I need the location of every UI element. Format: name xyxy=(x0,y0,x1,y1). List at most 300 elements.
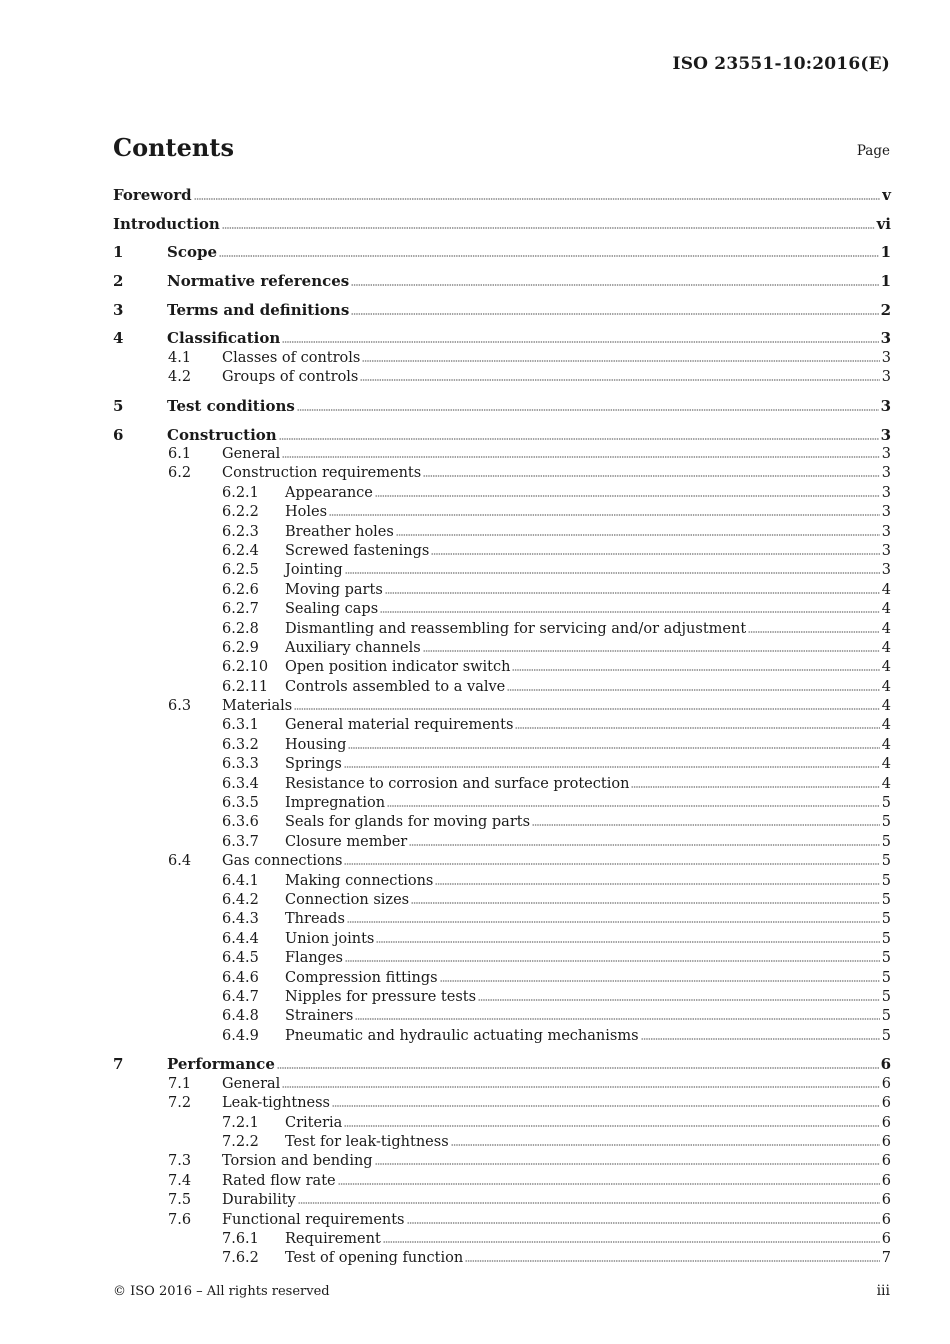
dot-leader xyxy=(362,350,879,362)
toc-entry-title: Impregnation xyxy=(285,795,386,812)
toc-entry-line xyxy=(113,186,891,205)
toc-entry-line xyxy=(285,1007,891,1026)
toc-entry-title: Durability xyxy=(222,1192,296,1209)
toc-entry-line xyxy=(222,1094,891,1113)
toc-entry-line xyxy=(285,910,891,929)
dot-leader xyxy=(385,582,880,594)
toc-entry-title: Resistance to corrosion and surface protection xyxy=(285,775,630,792)
toc-entry-title: Requirement xyxy=(285,1230,381,1247)
toc-entry[interactable] xyxy=(113,1211,891,1230)
toc-entry-page: 4 xyxy=(881,620,891,637)
toc-entry-page: 1 xyxy=(880,272,891,291)
table-of-contents xyxy=(113,186,891,1269)
toc-entry[interactable] xyxy=(113,658,891,677)
toc-entry-page: 3 xyxy=(880,329,891,348)
toc-entry-line xyxy=(285,949,891,968)
toc-entry-page: 3 xyxy=(881,523,891,540)
toc-entry[interactable] xyxy=(113,813,891,832)
dot-leader xyxy=(411,892,880,904)
dot-leader xyxy=(380,601,880,613)
dot-leader xyxy=(515,717,879,729)
dot-leader xyxy=(282,331,878,343)
toc-entry-page: 4 xyxy=(881,698,891,715)
toc-entry-title: Classes of controls xyxy=(222,349,361,366)
toc-entry-page: 4 xyxy=(881,717,891,734)
toc-entry[interactable] xyxy=(113,243,891,262)
toc-entry-number: 6.2.6 xyxy=(222,581,259,598)
dot-leader xyxy=(431,543,879,555)
toc-entry-number: 2 xyxy=(113,272,124,291)
dot-leader xyxy=(396,524,880,536)
toc-entry-number: 4 xyxy=(113,329,124,348)
toc-entry-line xyxy=(285,813,891,832)
toc-entry-line xyxy=(285,678,891,697)
dot-leader xyxy=(332,1095,880,1107)
dot-leader xyxy=(435,873,879,885)
toc-entry[interactable] xyxy=(113,910,891,929)
toc-entry-page: 5 xyxy=(881,930,891,947)
toc-entry-line xyxy=(285,1230,891,1249)
toc-entry-line xyxy=(285,736,891,755)
toc-entry[interactable] xyxy=(113,349,891,368)
toc-entry-line xyxy=(285,969,891,988)
toc-entry-line xyxy=(285,891,891,910)
toc-entry-line xyxy=(285,484,891,503)
toc-entry-page: 2 xyxy=(880,300,891,319)
toc-entry-line xyxy=(222,1075,891,1094)
toc-entry-title: General xyxy=(222,445,281,462)
toc-entry-title: Foreword xyxy=(113,186,192,204)
toc-entry-number: 6.2.2 xyxy=(222,504,259,521)
toc-entry-number: 6.4.3 xyxy=(222,911,259,928)
toc-entry-number: 7.6.2 xyxy=(222,1250,259,1267)
dot-leader xyxy=(387,795,880,807)
toc-entry-number: 6.4.1 xyxy=(222,872,259,889)
toc-entry-line xyxy=(285,1133,891,1152)
toc-entry-page: 5 xyxy=(881,853,891,870)
toc-entry-line xyxy=(222,852,891,871)
dot-leader xyxy=(423,640,880,652)
toc-entry-page: 5 xyxy=(881,1027,891,1044)
toc-entry[interactable] xyxy=(113,426,891,445)
toc-entry-page: vi xyxy=(876,214,891,233)
dot-leader xyxy=(383,1231,880,1243)
toc-entry-number: 6.3.6 xyxy=(222,814,259,831)
toc-entry-line xyxy=(285,794,891,813)
toc-entry-title: Housing xyxy=(285,736,347,753)
toc-entry-title: Screwed fastenings xyxy=(285,542,430,559)
toc-entry[interactable] xyxy=(113,523,891,542)
toc-entry[interactable] xyxy=(113,329,891,348)
dot-leader xyxy=(407,1212,880,1224)
toc-entry-line xyxy=(285,658,891,677)
toc-entry[interactable] xyxy=(113,852,891,871)
dot-leader xyxy=(282,446,879,458)
toc-entry[interactable] xyxy=(113,561,891,580)
toc-entry-number: 4.2 xyxy=(168,369,192,386)
toc-entry-line xyxy=(222,1211,891,1230)
toc-entry-line xyxy=(222,1152,891,1171)
toc-entry-line xyxy=(285,561,891,580)
toc-entry-number: 6.4.4 xyxy=(222,930,259,947)
dot-leader xyxy=(532,814,880,826)
toc-entry-page: 3 xyxy=(881,445,891,462)
dot-leader xyxy=(478,989,880,1001)
toc-entry[interactable] xyxy=(113,1230,891,1249)
toc-entry-number: 1 xyxy=(113,243,124,262)
toc-entry-title: Springs xyxy=(285,756,342,773)
toc-entry-number: 7 xyxy=(113,1055,124,1074)
toc-entry[interactable] xyxy=(113,736,891,755)
toc-entry-page: 6 xyxy=(881,1095,891,1112)
toc-entry-line xyxy=(113,215,891,234)
toc-entry-title: Appearance xyxy=(285,484,373,501)
toc-entry[interactable] xyxy=(113,397,891,416)
toc-entry-number: 6.2.3 xyxy=(222,523,259,540)
toc-entry[interactable] xyxy=(113,581,891,600)
toc-entry[interactable] xyxy=(113,1172,891,1191)
dot-leader xyxy=(348,737,879,749)
toc-entry-title: Sealing caps xyxy=(285,601,379,618)
toc-entry-number: 6.2.11 xyxy=(222,678,269,695)
toc-entry-page: 3 xyxy=(881,562,891,579)
toc-entry-number: 6.2.1 xyxy=(222,484,259,501)
copyright-notice: © ISO 2016 – All rights reserved xyxy=(113,1284,330,1299)
dot-leader xyxy=(375,485,880,497)
toc-entry-title: Closure member xyxy=(285,833,408,850)
dot-leader xyxy=(351,303,878,315)
toc-entry-title: Making connections xyxy=(285,872,434,889)
toc-entry-line xyxy=(222,368,891,387)
toc-entry-title: Breather holes xyxy=(285,523,394,540)
toc-entry-number: 6.3 xyxy=(168,698,192,715)
toc-entry[interactable] xyxy=(113,697,891,716)
toc-entry-page: 1 xyxy=(880,243,891,262)
toc-entry[interactable] xyxy=(113,988,891,1007)
toc-entry-title: Threads xyxy=(285,911,345,928)
contents-heading: Contents xyxy=(113,133,234,162)
toc-entry-title: General material requirements xyxy=(285,717,514,734)
toc-entry[interactable] xyxy=(113,484,891,503)
dot-leader xyxy=(376,931,879,943)
toc-entry-line xyxy=(285,988,891,1007)
toc-entry-page: 3 xyxy=(880,425,891,444)
toc-entry[interactable] xyxy=(113,1152,891,1171)
toc-entry[interactable] xyxy=(113,1007,891,1026)
dot-leader xyxy=(298,1192,880,1204)
dot-leader xyxy=(512,659,879,671)
dot-leader xyxy=(440,970,880,982)
toc-entry[interactable] xyxy=(113,368,891,387)
toc-entry-line xyxy=(285,775,891,794)
toc-entry[interactable] xyxy=(113,272,891,291)
toc-entry[interactable] xyxy=(113,833,891,852)
dot-leader xyxy=(360,369,879,381)
toc-entry-number: 7.2 xyxy=(168,1095,192,1112)
toc-entry-line xyxy=(285,503,891,522)
toc-entry-line xyxy=(285,755,891,774)
toc-entry[interactable] xyxy=(113,794,891,813)
toc-entry[interactable] xyxy=(113,775,891,794)
toc-entry-number: 6.2.5 xyxy=(222,562,259,579)
toc-entry-page: 5 xyxy=(881,988,891,1005)
toc-entry-title: Dismantling and reassembling for servicing and/or adjustment xyxy=(285,620,747,637)
toc-entry[interactable] xyxy=(113,969,891,988)
toc-entry-number: 6.4.5 xyxy=(222,950,259,967)
toc-entry-line xyxy=(167,1055,891,1074)
toc-entry-line xyxy=(285,833,891,852)
toc-entry-title: Jointing xyxy=(285,562,343,579)
toc-entry-page: 4 xyxy=(881,659,891,676)
toc-entry-title: Union joints xyxy=(285,930,375,947)
toc-entry-page: 6 xyxy=(881,1133,891,1150)
toc-entry[interactable] xyxy=(113,1114,891,1133)
toc-entry-number: 6.4.6 xyxy=(222,969,259,986)
toc-entry-page: 6 xyxy=(881,1075,891,1092)
toc-entry-title: Moving parts xyxy=(285,581,383,598)
toc-entry-number: 6.3.2 xyxy=(222,736,259,753)
toc-entry-page: 6 xyxy=(881,1172,891,1189)
toc-entry-title: Criteria xyxy=(285,1114,343,1131)
toc-entry-line xyxy=(285,1249,891,1268)
toc-entry-line xyxy=(167,301,891,320)
toc-entry-page: 6 xyxy=(881,1114,891,1131)
toc-entry-page: 3 xyxy=(881,369,891,386)
toc-entry-title: Construction xyxy=(167,425,277,444)
toc-entry-line xyxy=(167,426,891,445)
toc-entry-title: Groups of controls xyxy=(222,369,359,386)
toc-entry-title: Classification xyxy=(167,329,281,348)
toc-entry-line xyxy=(285,1027,891,1046)
toc-entry-line xyxy=(285,1114,891,1133)
dot-leader xyxy=(507,679,880,691)
toc-entry-number: 3 xyxy=(113,300,124,319)
toc-entry[interactable] xyxy=(113,1191,891,1210)
toc-entry-title: Connection sizes xyxy=(285,891,410,908)
toc-entry-number: 7.2.1 xyxy=(222,1114,259,1131)
toc-entry-number: 6.3.1 xyxy=(222,717,259,734)
dot-leader xyxy=(375,1153,880,1165)
toc-entry-line xyxy=(167,329,891,348)
dot-leader xyxy=(631,776,879,788)
toc-entry[interactable] xyxy=(113,464,891,483)
toc-entry-title: General xyxy=(222,1075,281,1092)
toc-entry[interactable] xyxy=(113,1027,891,1046)
toc-entry-page: 6 xyxy=(881,1153,891,1170)
toc-entry-title: Pneumatic and hydraulic actuating mechanisms xyxy=(285,1027,639,1044)
toc-entry-number: 7.4 xyxy=(168,1172,192,1189)
toc-entry-title: Gas connections xyxy=(222,853,343,870)
toc-entry[interactable] xyxy=(113,215,891,234)
toc-entry-page: 3 xyxy=(881,465,891,482)
toc-entry-title: Materials xyxy=(222,698,293,715)
toc-entry-page: 5 xyxy=(881,833,891,850)
toc-entry-title: Performance xyxy=(167,1055,275,1074)
toc-entry-line xyxy=(285,930,891,949)
toc-entry[interactable] xyxy=(113,1094,891,1113)
toc-entry-line xyxy=(167,397,891,416)
toc-entry-page: 4 xyxy=(881,756,891,773)
page-column-label: Page xyxy=(856,143,890,159)
toc-entry-line xyxy=(222,1191,891,1210)
toc-entry-number: 6.3.5 xyxy=(222,795,259,812)
dot-leader xyxy=(351,274,878,286)
toc-entry-title: Functional requirements xyxy=(222,1211,405,1228)
toc-entry-number: 6.1 xyxy=(168,445,192,462)
toc-entry-page: 5 xyxy=(881,872,891,889)
toc-entry-number: 5 xyxy=(113,396,124,415)
toc-entry[interactable] xyxy=(113,755,891,774)
dot-leader xyxy=(297,399,879,411)
toc-entry[interactable] xyxy=(113,930,891,949)
toc-entry-line xyxy=(285,639,891,658)
toc-entry-page: 3 xyxy=(881,349,891,366)
toc-entry-title: Introduction xyxy=(113,214,220,233)
toc-entry-number: 6.4 xyxy=(168,853,192,870)
toc-entry-title: Controls assembled to a valve xyxy=(285,678,506,695)
toc-entry-number: 7.5 xyxy=(168,1192,192,1209)
toc-entry-line xyxy=(222,697,891,716)
dot-leader xyxy=(277,1057,879,1069)
toc-entry-page: 5 xyxy=(881,1008,891,1025)
toc-entry-page: 5 xyxy=(881,911,891,928)
toc-entry[interactable] xyxy=(113,678,891,697)
toc-entry-title: Construction requirements xyxy=(222,465,422,482)
toc-entry-page: 4 xyxy=(881,678,891,695)
toc-entry-page: v xyxy=(882,186,891,204)
dot-leader xyxy=(451,1134,880,1146)
toc-entry-page: 4 xyxy=(881,581,891,598)
dot-leader xyxy=(294,698,880,710)
toc-entry-number: 6.4.7 xyxy=(222,988,259,1005)
toc-entry-number: 4.1 xyxy=(168,349,192,366)
toc-entry-title: Rated flow rate xyxy=(222,1172,336,1189)
toc-entry-page: 3 xyxy=(881,504,891,521)
toc-entry-line xyxy=(285,542,891,561)
toc-entry-number: 6.2.10 xyxy=(222,659,269,676)
toc-entry-number: 7.1 xyxy=(168,1075,192,1092)
toc-entry-line xyxy=(285,716,891,735)
toc-entry-page: 4 xyxy=(881,601,891,618)
dot-leader xyxy=(345,562,880,574)
toc-entry-line xyxy=(285,872,891,891)
toc-entry-number: 7.2.2 xyxy=(222,1133,259,1150)
toc-entry-number: 6.3.4 xyxy=(222,775,259,792)
dot-leader xyxy=(222,217,875,229)
toc-entry-page: 6 xyxy=(881,1230,891,1247)
toc-entry-number: 6.3.7 xyxy=(222,833,259,850)
toc-entry-title: Nipples for pressure tests xyxy=(285,988,477,1005)
dot-leader xyxy=(347,911,880,923)
toc-entry-title: Test for leak-tightness xyxy=(285,1133,449,1150)
page-number: iii xyxy=(876,1283,890,1299)
toc-entry-title: Scope xyxy=(167,243,218,262)
toc-entry-page: 5 xyxy=(881,969,891,986)
toc-entry[interactable] xyxy=(113,1249,891,1268)
dot-leader xyxy=(355,1008,879,1020)
toc-entry-line xyxy=(285,523,891,542)
toc-entry-title: Holes xyxy=(285,504,328,521)
toc-entry-page: 4 xyxy=(881,639,891,656)
toc-entry-title: Flanges xyxy=(285,950,343,967)
toc-entry-title: Test conditions xyxy=(167,396,295,415)
toc-entry-page: 4 xyxy=(881,775,891,792)
toc-entry-number: 6.2.4 xyxy=(222,542,259,559)
toc-entry-page: 6 xyxy=(880,1055,891,1074)
dot-leader xyxy=(219,245,879,257)
toc-entry-page: 3 xyxy=(881,484,891,501)
toc-entry-number: 6.2.9 xyxy=(222,639,259,656)
dot-leader xyxy=(344,756,880,768)
toc-entry-number: 6 xyxy=(113,425,124,444)
toc-entry[interactable] xyxy=(113,872,891,891)
toc-entry[interactable] xyxy=(113,1055,891,1074)
toc-entry-number: 6.2.7 xyxy=(222,601,259,618)
toc-entry[interactable] xyxy=(113,445,891,464)
toc-entry-page: 5 xyxy=(881,814,891,831)
toc-entry-title: Leak-tightness xyxy=(222,1095,330,1112)
toc-entry-title: Terms and definitions xyxy=(167,300,350,319)
toc-entry-number: 6.4.8 xyxy=(222,1008,259,1025)
toc-entry-page: 5 xyxy=(881,950,891,967)
toc-entry[interactable] xyxy=(113,891,891,910)
toc-entry[interactable] xyxy=(113,186,891,205)
toc-entry-line xyxy=(222,349,891,368)
dot-leader xyxy=(329,504,880,516)
toc-entry-title: Seals for glands for moving parts xyxy=(285,814,531,831)
dot-leader xyxy=(338,1173,880,1185)
toc-entry-page: 5 xyxy=(881,891,891,908)
toc-entry-number: 6.4.2 xyxy=(222,891,259,908)
toc-entry-title: Compression fittings xyxy=(285,969,438,986)
toc-entry[interactable] xyxy=(113,1075,891,1094)
dot-leader xyxy=(409,834,880,846)
toc-entry-title: Open position indicator switch xyxy=(285,659,511,676)
toc-entry-number: 6.2.8 xyxy=(222,620,259,637)
toc-entry-title: Auxiliary channels xyxy=(285,639,421,656)
toc-entry-number: 6.4.9 xyxy=(222,1027,259,1044)
toc-entry[interactable] xyxy=(113,639,891,658)
toc-entry[interactable] xyxy=(113,1133,891,1152)
dot-leader xyxy=(345,950,880,962)
toc-entry-number: 7.3 xyxy=(168,1153,192,1170)
toc-entry[interactable] xyxy=(113,949,891,968)
toc-entry-title: Test of opening function xyxy=(285,1250,464,1267)
dot-leader xyxy=(194,188,881,200)
toc-entry-page: 6 xyxy=(881,1192,891,1209)
toc-entry-number: 7.6.1 xyxy=(222,1230,259,1247)
toc-entry[interactable] xyxy=(113,620,891,639)
toc-entry[interactable] xyxy=(113,716,891,735)
toc-entry[interactable] xyxy=(113,542,891,561)
dot-leader xyxy=(279,428,879,440)
toc-entry-line xyxy=(167,272,891,291)
toc-entry-page: 3 xyxy=(881,542,891,559)
toc-entry[interactable] xyxy=(113,600,891,619)
toc-entry[interactable] xyxy=(113,301,891,320)
toc-entry-page: 6 xyxy=(881,1211,891,1228)
dot-leader xyxy=(748,621,880,633)
toc-entry-number: 6.2 xyxy=(168,465,192,482)
dot-leader xyxy=(344,1115,879,1127)
toc-entry-number: 7.6 xyxy=(168,1211,192,1228)
toc-entry[interactable] xyxy=(113,503,891,522)
toc-entry-line xyxy=(222,464,891,483)
dot-leader xyxy=(344,853,879,865)
dot-leader xyxy=(465,1250,880,1262)
toc-entry-title: Normative references xyxy=(167,272,350,291)
toc-entry-title: Strainers xyxy=(285,1008,354,1025)
